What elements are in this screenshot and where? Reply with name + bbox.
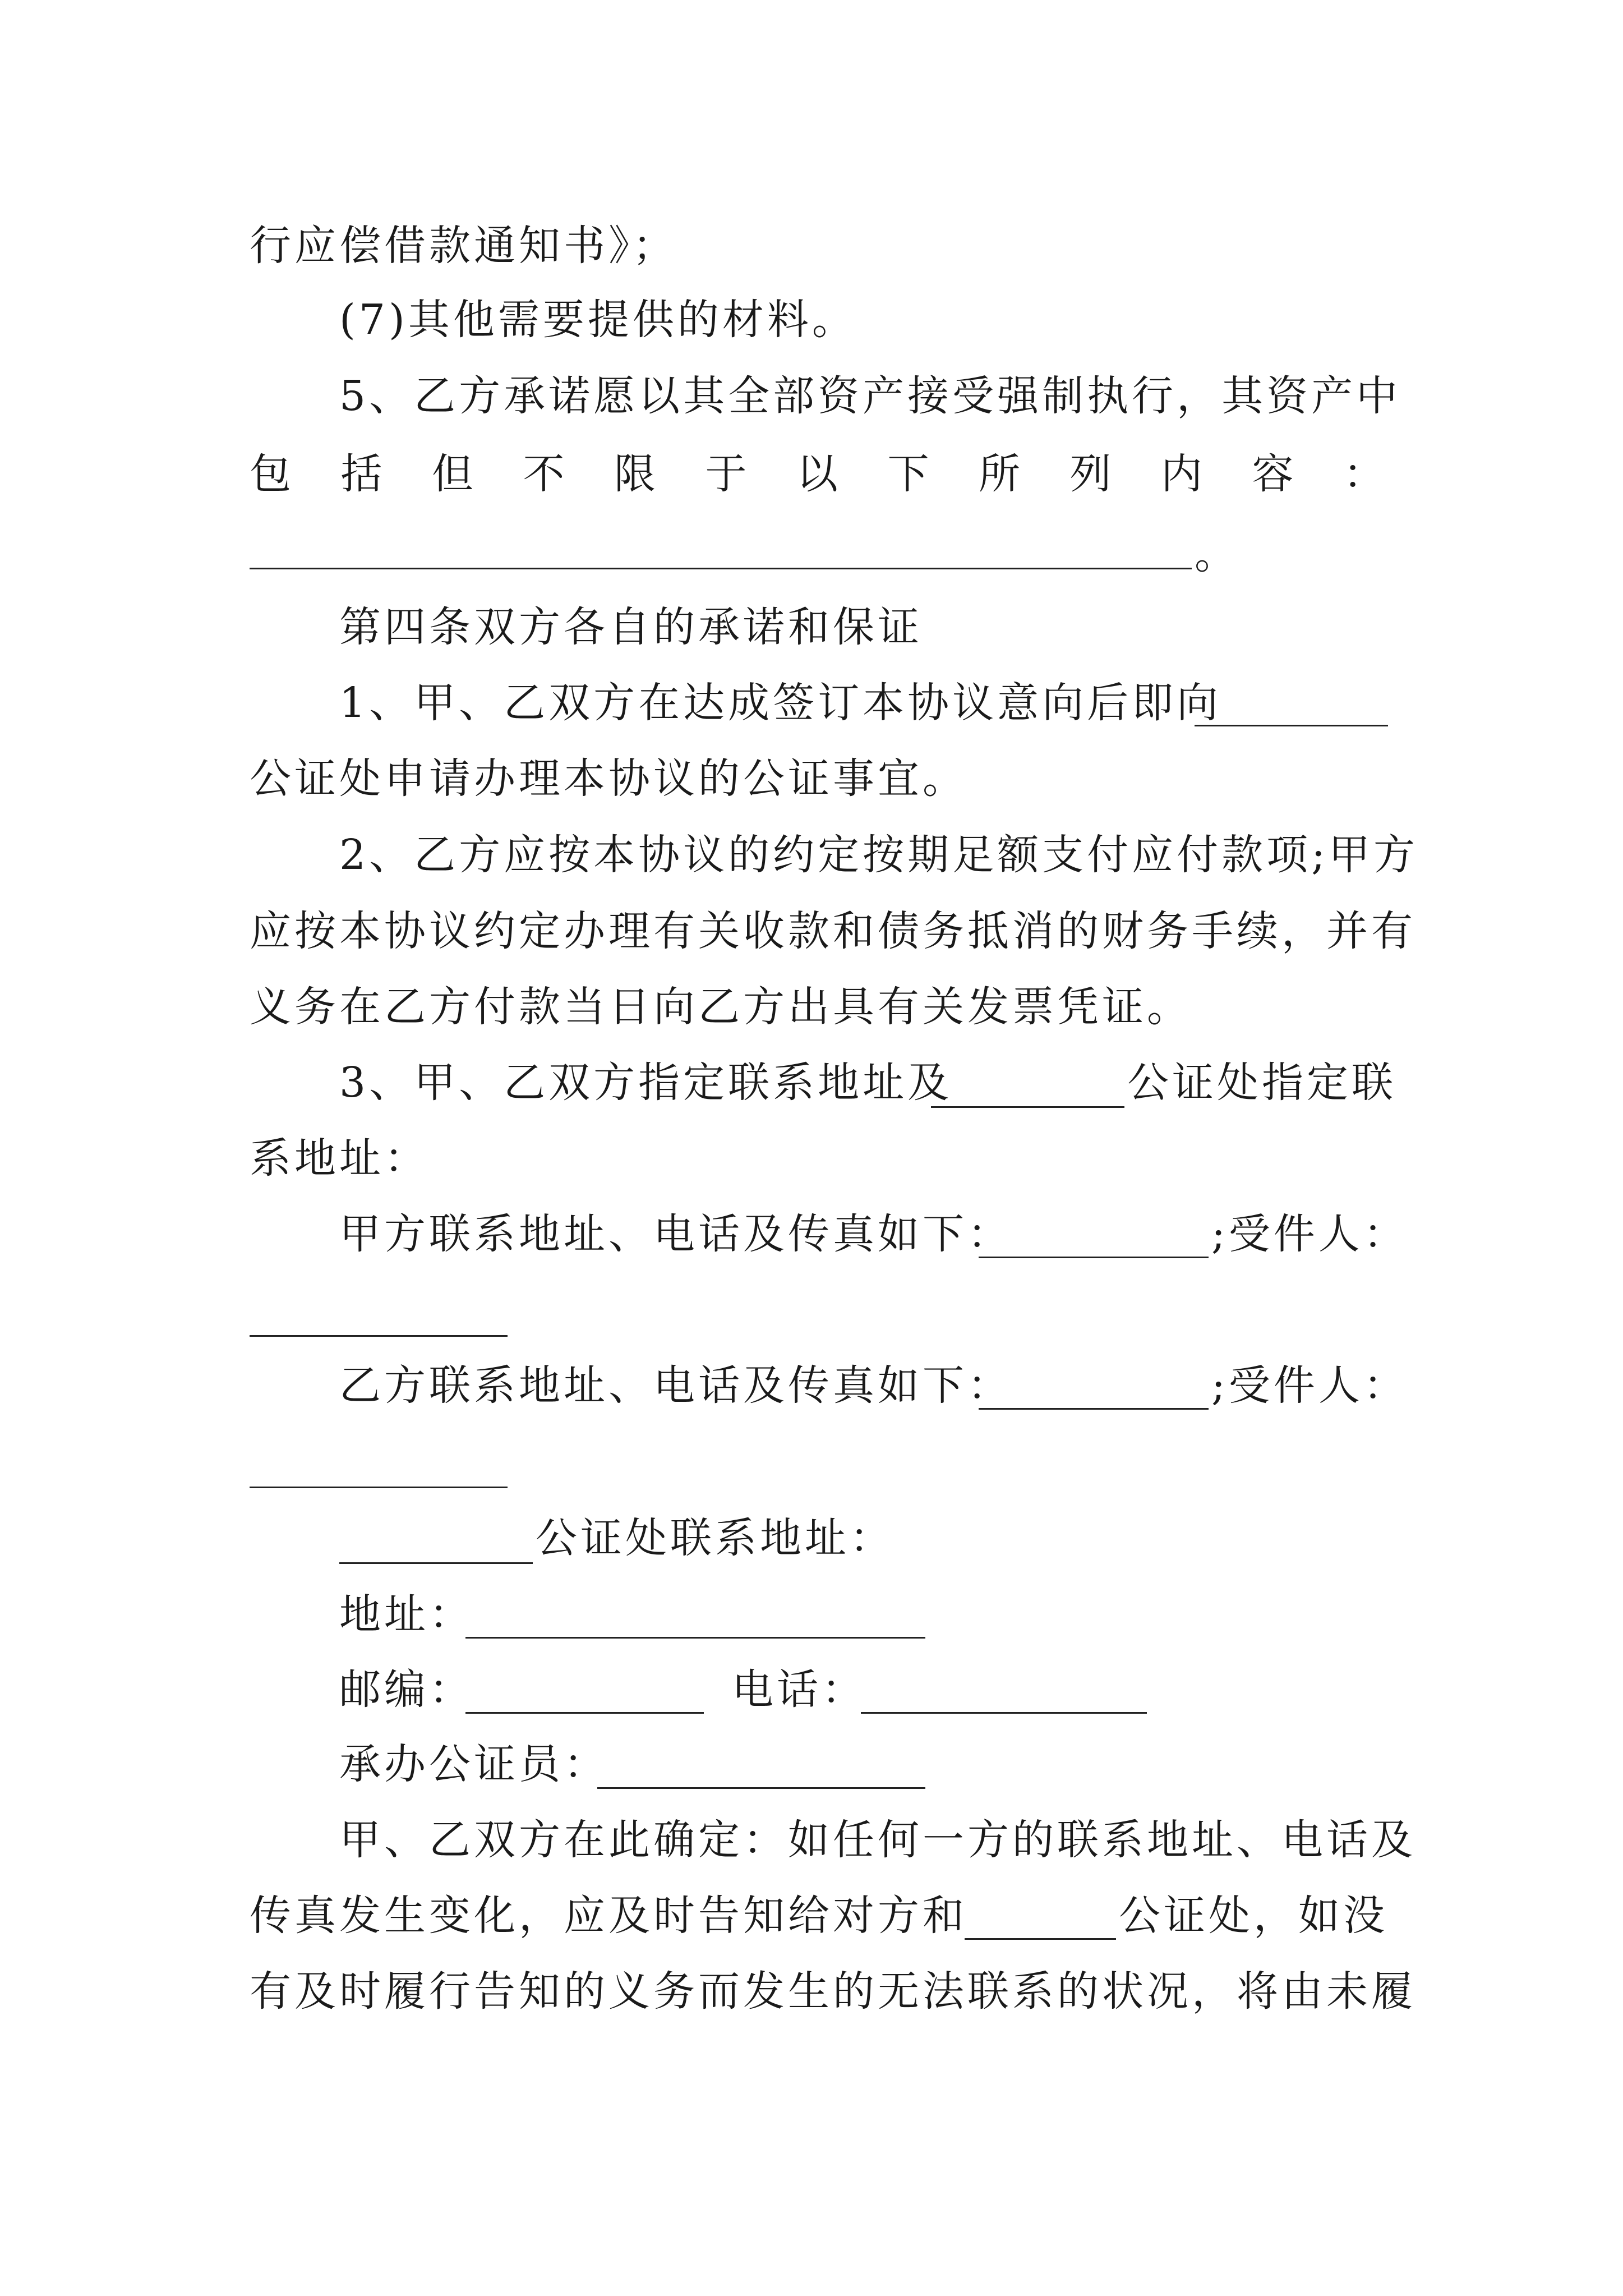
- text-line-23: 传真发生变化，应及时告知给对方和: [250, 1892, 967, 1940]
- text-line-3: 5、乙方承诺愿以其全部资产接受强制执行，其资产中: [339, 372, 1401, 420]
- notary-office-blank-2: [931, 1106, 1124, 1108]
- party-b-contact-line: 乙方联系地址、电话及传真如下：: [339, 1361, 1012, 1410]
- text-line-4-justified: 包 括 但 不 限 于 以 下 所 列 内 容 ：: [250, 450, 1388, 498]
- text-line-8: 公证处申请办理本协议的公证事宜。: [250, 754, 967, 803]
- text-line-22: 甲、乙双方在此确定：如任何一方的联系地址、电话及: [339, 1816, 1416, 1864]
- text-line-2: (7)其他需要提供的材料。: [339, 296, 857, 344]
- text-line-13: 系地址：: [250, 1134, 429, 1182]
- text-line-7: 1、甲、乙双方在达成签订本协议意向后即向: [339, 679, 1222, 727]
- text-line-12-tail: 公证处指定联: [1127, 1059, 1396, 1107]
- postcode-label: 邮编：: [339, 1665, 474, 1714]
- party-b-recipient-label: ;受件人：: [1211, 1361, 1408, 1410]
- text-line-24: 有及时履行告知的义务而发生的无法联系的状况，将由未履: [250, 1967, 1416, 2016]
- notary-office-blank-4: [965, 1938, 1116, 1940]
- assets-blank-line: [250, 568, 1192, 569]
- party-a-contact-blank: [979, 1257, 1209, 1258]
- text-line-10: 应按本协议约定办理有关收款和债务抵消的财务手续，并有: [250, 907, 1416, 955]
- notary-contact-heading: 公证处联系地址：: [536, 1514, 895, 1562]
- party-b-recipient-blank: [250, 1487, 508, 1488]
- notary-office-blank-3: [339, 1562, 533, 1564]
- party-a-recipient-blank: [250, 1335, 508, 1337]
- text-line-9: 2、乙方应按本协议的约定按期足额支付应付款项;甲方: [339, 831, 1419, 879]
- notary-officer-blank: [597, 1787, 925, 1789]
- phone-label: 电话：: [732, 1665, 866, 1714]
- text-line-5-end: 。: [1195, 530, 1239, 578]
- address-label: 地址：: [339, 1590, 474, 1639]
- party-a-recipient-label: ;受件人：: [1211, 1210, 1408, 1258]
- party-b-contact-blank: [979, 1408, 1209, 1410]
- article-four-heading: 第四条双方各自的承诺和保证: [339, 603, 923, 651]
- phone-blank: [861, 1712, 1147, 1714]
- text-line-23-tail: 公证处，如没: [1119, 1892, 1388, 1940]
- postcode-blank: [465, 1712, 704, 1714]
- notary-office-blank-1: [1195, 725, 1388, 726]
- text-line-12: 3、甲、乙双方指定联系地址及: [339, 1059, 953, 1107]
- text-line-11: 义务在乙方付款当日向乙方出具有关发票凭证。: [250, 983, 1192, 1031]
- address-blank: [465, 1637, 925, 1639]
- party-a-contact-line: 甲方联系地址、电话及传真如下：: [339, 1210, 1012, 1258]
- text-line-1: 行应偿借款通知书》；: [250, 222, 677, 270]
- notary-officer-label: 承办公证员：: [339, 1740, 608, 1788]
